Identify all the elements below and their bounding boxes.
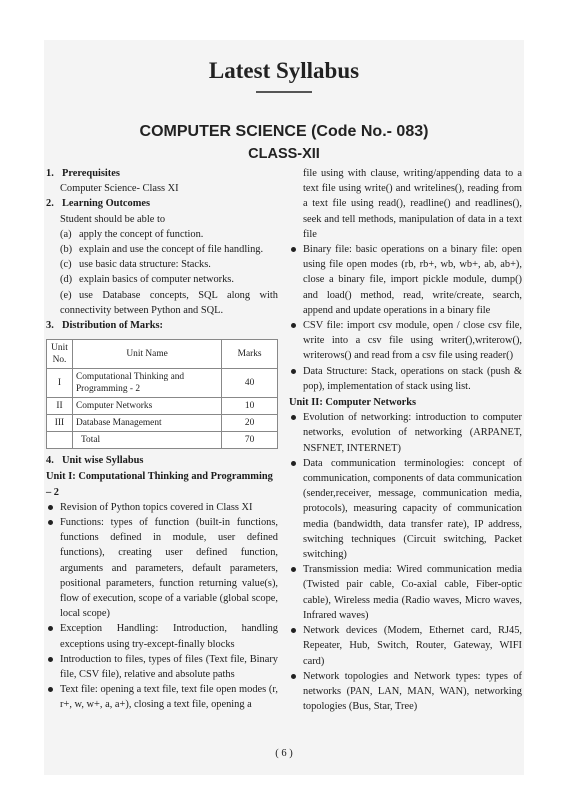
bullet-icon [291,567,296,572]
bullet-icon [291,628,296,633]
cell-unit-no: III [47,415,73,432]
unit-2-topic-list [289,410,522,714]
column-header-marks: Marks [222,340,278,369]
subject-title: COMPUTER SCIENCE (Code No.- 083) [139,123,429,140]
left-column [46,166,278,713]
cell-unit-no: I [47,369,73,398]
section-prerequisites-heading: 1. Prerequisites [46,168,120,179]
list-item: Exception Handling: Introduction, handling exceptions using try-except-finally blocks [46,621,278,651]
outcome-item: (e) use Database concepts, SQL along with connectivity between Python and SQL. [60,289,278,316]
bullet-icon [291,323,296,328]
table-row [47,369,278,398]
cell-marks: 40 [222,369,278,398]
title-underline [256,91,312,93]
unit-1-topic-list [46,500,278,713]
table-row-total [47,432,278,449]
unit-2-heading: Unit II: Computer Networks [289,397,417,409]
cell-total-label: Total [72,432,221,449]
section-unit-wise-heading: 4. Unit wise Syllabus [46,455,144,467]
list-item: Functions: types of function (built-in functions, functions defined in module, user defined functions), creating user defined function, arguments and parameters, default parameters, positional parameters, function returning value(s), flow of execution, scope of a variable (global scope, local scope) [46,515,278,621]
bullet-icon [291,674,296,679]
marks-distribution-table [46,339,278,449]
list-item: Evolution of networking: introduction to computer networks, evolution of networking (ARPANET, NSFNET, INTERNET) [289,410,522,456]
outcome-item: (d) explain basics of computer networks. [60,274,234,286]
cell-unit-no [47,432,73,449]
cell-unit-no: II [47,398,73,415]
table-header-row [47,340,278,369]
table-row [47,398,278,415]
list-item: Data Structure: Stack, operations on stack (push & pop), implementation of stack using list. [289,364,522,394]
section-distribution-heading: 3. Distribution of Marks: [46,320,164,332]
right-column [289,166,522,714]
list-item: Network topologies and Network types: types of networks (PAN, LAN, MAN, WAN), networking topologies (Bus, Star, Tree) [289,669,522,715]
bullet-icon [48,520,53,525]
cell-unit-name: Computer Networks [72,398,221,415]
file-handling-topic-list [289,242,522,394]
section-learning-outcomes-heading: 2. Learning Outcomes [46,198,151,210]
prerequisites-text: Computer Science- Class XI [60,183,179,195]
bullet-icon [48,505,53,510]
cell-marks: 10 [222,398,278,415]
list-item: Revision of Python topics covered in Class XI [46,500,278,515]
cell-unit-name: Database Management [72,415,221,432]
outcome-item: (a) apply the concept of function. [60,228,204,240]
table-row [47,415,278,432]
column-header-unit-no: Unit No. [47,340,73,369]
outcome-item: (c) use basic data structure: Stacks. [60,259,211,271]
page-number: ( 6 ) [275,748,293,759]
class-title: CLASS-XII [248,146,320,162]
bullet-icon [291,415,296,420]
bullet-icon [48,626,53,631]
list-item: Data communication terminologies: concept of communication, components of data communication (sender,receiver, message, communication media, protocols), measuring capacity of communication media (bandwidth, data transfer rate), IP address, switching techniques (Circuit switching, Packet switching) [289,456,522,562]
unit-1-heading: Unit I: Computational Thinking and Programming – 2 [46,471,273,498]
list-item: Binary file: basic operations on a binary file: open using file open modes (rb, rb+, wb, wb+, ab, ab+), close a binary file, import pickle module, dump() and load() method, read, write/create, search, append and update operations in a binary file [289,242,522,318]
page-title: Latest Syllabus [208,58,360,83]
cell-total-marks: 70 [222,432,278,449]
outcome-item: (b) explain and use the concept of file handling. [60,244,264,256]
bullet-icon [48,687,53,692]
learning-outcomes-intro: Student should be able to [60,213,166,225]
text-file-continuation: file using with clause, writing/appending data to a text file using write() and writelines(), reading from a text file using read(), readline() and readlines(), seek and tell methods, manipulation of data in a text file [303,168,522,240]
list-item: Introduction to files, types of files (Text file, Binary file, CSV file), relative and absolute paths [46,652,278,682]
list-item: Transmission media: Wired communication media (Twisted pair cable, Co-axial cable, Fiber-optic cable), Wireless media (Radio waves, Micro waves, Infrared waves) [289,562,522,623]
bullet-icon [291,369,296,374]
bullet-icon [291,461,296,466]
bullet-icon [48,657,53,662]
column-header-unit-name: Unit Name [72,340,221,369]
list-item: Text file: opening a text file, text file open modes (r, r+, w, w+, a, a+), closing a text file, opening a [46,682,278,712]
list-item: CSV file: import csv module, open / close csv file, write into a csv file using writer(),writerow(), writerows() and read from a csv file using reader() [289,318,522,364]
bullet-icon [291,247,296,252]
cell-marks: 20 [222,415,278,432]
list-item: Network devices (Modem, Ethernet card, RJ45, Repeater, Hub, Switch, Router, Gateway, WIFI card) [289,623,522,669]
cell-unit-name: Computational Thinking and Programming - 2 [72,369,221,398]
